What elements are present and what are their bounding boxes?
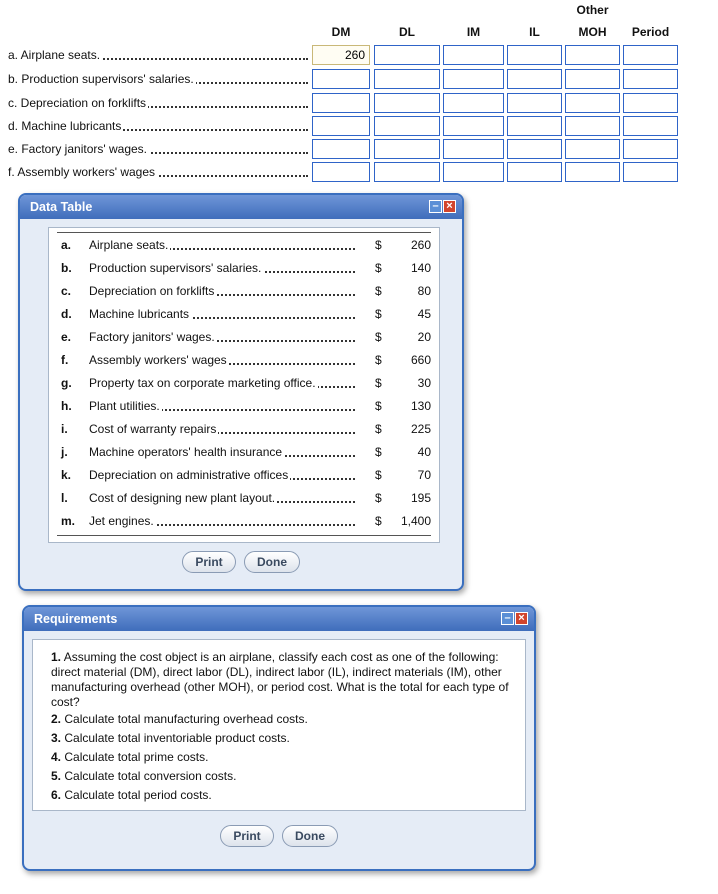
classification-input[interactable] (312, 45, 370, 65)
data-table-title-bar[interactable] (20, 195, 462, 219)
requirement-item (51, 712, 529, 727)
grid-row-text: e. Factory janitors' wages. (8, 142, 148, 156)
currency-symbol: $ (375, 491, 382, 505)
row-amount: 660 (410, 353, 431, 367)
classification-input[interactable] (374, 162, 440, 182)
classification-input[interactable] (443, 69, 504, 89)
row-description-wrap (89, 326, 355, 349)
classification-input[interactable] (565, 69, 620, 89)
row-letter: g. (61, 376, 72, 390)
classification-input[interactable] (374, 93, 440, 113)
row-description: Production supervisors' salaries. (89, 261, 262, 275)
row-description-wrap (89, 349, 355, 372)
grid-row-text: d. Machine lubricants (8, 119, 122, 133)
classification-input[interactable] (443, 45, 504, 65)
column-header: DL (399, 25, 415, 39)
currency-symbol: $ (375, 445, 382, 459)
requirement-item (51, 769, 529, 784)
classification-input[interactable] (443, 139, 504, 159)
row-description-wrap (89, 234, 355, 257)
classification-input[interactable] (623, 116, 678, 136)
classification-input[interactable] (312, 93, 370, 113)
row-amount: 140 (410, 261, 431, 275)
requirement-number: 6. (51, 788, 62, 802)
classification-input[interactable] (565, 45, 620, 65)
table-row (49, 510, 439, 533)
currency-symbol: $ (375, 376, 382, 390)
data-table-dialog (18, 193, 464, 591)
row-description: Depreciation on forklifts (89, 284, 215, 298)
table-row (49, 349, 439, 372)
classification-input[interactable] (623, 162, 678, 182)
data-table-bottom-rule (57, 535, 431, 536)
column-header: DM (331, 25, 351, 39)
classification-input[interactable] (623, 69, 678, 89)
table-row (49, 257, 439, 280)
row-letter: e. (61, 330, 72, 344)
requirement-item (51, 731, 529, 746)
row-letter: c. (61, 284, 72, 298)
row-letter: a. (61, 238, 72, 252)
data-table-panel (48, 227, 440, 543)
table-row (49, 441, 439, 464)
row-description: Jet engines. (89, 514, 154, 528)
table-row (49, 280, 439, 303)
table-row (49, 395, 439, 418)
close-icon[interactable]: × (443, 200, 456, 213)
data-table-title: Data Table (30, 200, 93, 214)
requirements-title: Requirements (34, 612, 118, 626)
grid-row-text: b. Production supervisors' salaries. (8, 72, 194, 86)
currency-symbol: $ (375, 238, 382, 252)
requirements-panel (32, 639, 526, 811)
grid-row-text: a. Airplane seats. (8, 48, 101, 62)
grid-row-label (8, 44, 308, 67)
grid-row-label (8, 161, 308, 184)
classification-input[interactable] (374, 45, 440, 65)
requirements-title-bar[interactable] (24, 607, 534, 631)
row-letter: b. (61, 261, 72, 275)
table-row (49, 487, 439, 510)
grid-row-label (8, 138, 308, 161)
row-letter: l. (61, 491, 68, 505)
table-row (49, 372, 439, 395)
row-description: Plant utilities. (89, 399, 160, 413)
classification-input[interactable] (312, 69, 370, 89)
row-amount: 30 (417, 376, 431, 390)
row-description: Property tax on corporate marketing office. (89, 376, 316, 390)
table-row (49, 234, 439, 257)
requirement-number: 5. (51, 769, 62, 783)
row-description-wrap (89, 418, 355, 441)
requirement-item (51, 788, 529, 803)
classification-input[interactable] (623, 45, 678, 65)
row-letter: f. (61, 353, 69, 367)
classification-input[interactable] (374, 139, 440, 159)
row-amount: 1,400 (400, 514, 431, 528)
row-description-wrap (89, 441, 355, 464)
requirement-item (51, 750, 529, 765)
classification-input[interactable] (507, 69, 562, 89)
classification-input[interactable] (374, 116, 440, 136)
close-icon[interactable]: × (515, 612, 528, 625)
currency-symbol: $ (375, 399, 382, 413)
classification-input[interactable] (507, 45, 562, 65)
classification-input[interactable] (565, 162, 620, 182)
requirement-number: 3. (51, 731, 62, 745)
row-description: Factory janitors' wages. (89, 330, 215, 344)
table-row (49, 418, 439, 441)
grid-row-label (8, 68, 308, 91)
grid-row-text: f. Assembly workers' wages (8, 165, 156, 179)
currency-symbol: $ (375, 514, 382, 528)
requirement-text: Calculate total conversion costs. (64, 769, 237, 783)
row-description: Machine lubricants (89, 307, 190, 321)
classification-input[interactable] (312, 116, 370, 136)
requirements-print-button[interactable]: Print (220, 825, 274, 847)
row-amount: 260 (410, 238, 431, 252)
requirement-item (51, 650, 529, 710)
row-description-wrap (89, 487, 355, 510)
classification-input[interactable] (443, 116, 504, 136)
row-letter: d. (61, 307, 72, 321)
row-letter: k. (61, 468, 72, 482)
requirement-text: Assuming the cost object is an airplane, classify each cost as one of the following: direct material (DM), direct labor (DL), indirect labor (IL), indirect materials (IM), other manufacturing overhead (other MOH), or period cost. What is the total for each type of cost? (51, 650, 509, 709)
row-description-wrap (89, 510, 355, 533)
requirement-text: Calculate total period costs. (64, 788, 212, 802)
column-header: Period (631, 25, 670, 39)
row-amount: 195 (410, 491, 431, 505)
grid-row-label (8, 115, 308, 138)
currency-symbol: $ (375, 307, 382, 321)
row-letter: h. (61, 399, 72, 413)
row-description: Machine operators' health insurance (89, 445, 283, 459)
requirement-number: 1. (51, 650, 62, 664)
row-amount: 45 (417, 307, 431, 321)
row-description: Depreciation on administrative offices (89, 468, 289, 482)
row-description-wrap (89, 464, 355, 487)
requirements-done-button[interactable]: Done (282, 825, 338, 847)
row-description-wrap (89, 303, 355, 326)
row-letter: m. (61, 514, 76, 528)
column-header: IL (529, 25, 540, 39)
classification-input[interactable] (374, 69, 440, 89)
row-description: Airplane seats. (89, 238, 169, 252)
table-row (49, 326, 439, 349)
row-amount: 40 (417, 445, 431, 459)
classification-input[interactable] (507, 139, 562, 159)
currency-symbol: $ (375, 353, 382, 367)
row-letter: j. (61, 445, 68, 459)
classification-input[interactable] (565, 116, 620, 136)
row-description: Cost of warranty repairs (89, 422, 217, 436)
currency-symbol: $ (375, 261, 382, 275)
requirement-number: 2. (51, 712, 62, 726)
row-amount: 70 (417, 468, 431, 482)
data-table-done-button[interactable]: Done (244, 551, 300, 573)
row-description-wrap (89, 372, 355, 395)
minimize-icon[interactable]: – (429, 200, 442, 213)
data-table-top-rule (57, 232, 431, 233)
data-table-print-button[interactable]: Print (182, 551, 236, 573)
row-description: Assembly workers' wages (89, 353, 227, 367)
classification-input[interactable] (565, 139, 620, 159)
requirement-number: 4. (51, 750, 62, 764)
minimize-icon[interactable]: – (501, 612, 514, 625)
grid-row-label (8, 92, 308, 115)
row-description-wrap (89, 257, 355, 280)
row-amount: 130 (410, 399, 431, 413)
currency-symbol: $ (375, 422, 382, 436)
classification-input[interactable] (623, 139, 678, 159)
row-amount: 20 (417, 330, 431, 344)
requirement-text: Calculate total prime costs. (64, 750, 209, 764)
classification-input[interactable] (565, 93, 620, 113)
row-amount: 80 (417, 284, 431, 298)
column-header: MOH (578, 25, 607, 39)
classification-input[interactable] (312, 162, 370, 182)
row-description-wrap (89, 280, 355, 303)
requirement-text: Calculate total manufacturing overhead costs. (64, 712, 308, 726)
column-header-top: Other (576, 3, 609, 17)
row-amount: 225 (410, 422, 431, 436)
classification-input[interactable] (507, 116, 562, 136)
row-letter: i. (61, 422, 68, 436)
classification-input[interactable] (443, 162, 504, 182)
classification-input[interactable] (507, 162, 562, 182)
currency-symbol: $ (375, 468, 382, 482)
row-description: Cost of designing new plant layout. (89, 491, 276, 505)
requirement-text: Calculate total inventoriable product costs. (64, 731, 290, 745)
currency-symbol: $ (375, 330, 382, 344)
classification-input[interactable] (443, 93, 504, 113)
column-header: IM (466, 25, 481, 39)
classification-input[interactable] (507, 93, 562, 113)
row-description-wrap (89, 395, 355, 418)
classification-input[interactable] (312, 139, 370, 159)
currency-symbol: $ (375, 284, 382, 298)
classification-input[interactable] (623, 93, 678, 113)
table-row (49, 303, 439, 326)
table-row (49, 464, 439, 487)
grid-row-text: c. Depreciation on forklifts (8, 96, 147, 110)
requirements-dialog (22, 605, 536, 871)
